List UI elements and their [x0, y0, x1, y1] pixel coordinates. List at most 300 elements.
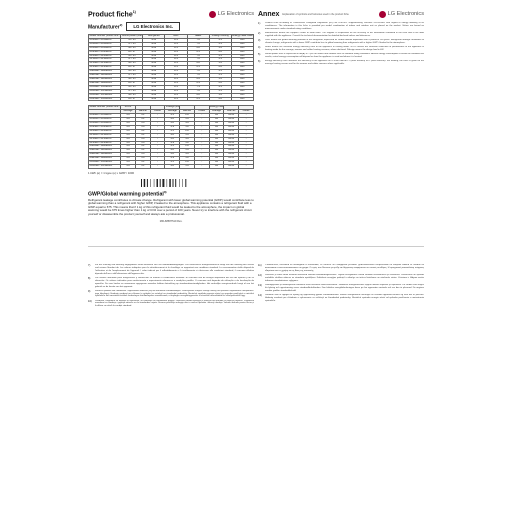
table-cell: A++ [231, 54, 253, 58]
table-cell: 675 [165, 85, 187, 89]
table-header-cell: GWP [165, 35, 187, 39]
table-cell: A++ [231, 38, 253, 42]
annex-page [258, 8, 424, 240]
table-cell: 5.0 [135, 157, 150, 161]
footnote-text: Für die Kühlung und Heizung angegebene Werte beziehen sich auf Standardbedingungen. Der tatsächliche Energieverbrauch hängt von der Nutzung des Geräts und seinem Standort ab. Les valeurs indiquées pour le refroidissement et le chauffage se rapportent aux conditions standard. La consommation réelle dépend de l'utilisation et de l'emplacement de l'appareil. I valori indicati per il raffreddamento e il riscaldamento si riferiscono alle condizioni standard; il consumo effettivo dipende dall'uso e dall'ubicazione dell'apparecchio. [95, 264, 254, 275]
table-cell: - [239, 129, 254, 133]
footnote-number: 6) [258, 59, 261, 63]
table-cell: 4.0 [121, 118, 136, 122]
footnote-item [258, 274, 424, 283]
table-cell: 2.5 [209, 85, 231, 89]
table-subheader-cell: Warmer [224, 110, 239, 114]
barcode-bar [175, 179, 176, 187]
lg-logo-icon [379, 11, 386, 18]
table-cell: 57 / 65 [121, 89, 143, 93]
table-cell: 4.0 [121, 129, 136, 133]
table-cell: AC09BK / AC09BKU [89, 114, 121, 118]
table-cell: - [194, 149, 209, 153]
table-cell: 4.9 [165, 141, 180, 145]
table-cell: 3.5 [209, 58, 231, 62]
table-cell: - [239, 114, 254, 118]
table-cell: A+++ [224, 161, 239, 165]
table-cell: 55 / 65 [121, 85, 143, 89]
lg-logo-icon [209, 11, 216, 18]
table-cell: A++ [231, 70, 253, 74]
table-cell: 59 / 65 [121, 62, 143, 66]
table-cell: A+ [209, 137, 224, 141]
barcode [88, 177, 254, 187]
table-cell: - [194, 133, 209, 137]
table-cell: 6.6 [187, 77, 209, 81]
table-cell: 2.8 [165, 118, 180, 122]
table-cell: 4.0 [121, 149, 136, 153]
footnote-number: 10) [88, 299, 92, 303]
table-cell: 2.8 [165, 133, 180, 137]
table-cell: R32 [143, 77, 165, 81]
table-cell: - [194, 114, 209, 118]
table-header-cell: Sound power (indo [121, 34, 142, 37]
barcode-bar [173, 179, 174, 187]
table-cell: - [150, 118, 165, 122]
page-divider [88, 246, 424, 247]
table-cell: 675 [165, 54, 187, 58]
table-cell: - [239, 161, 254, 165]
table-cell: DC12RK / DC12RKU [89, 165, 121, 169]
table-cell: 3.0 [180, 165, 195, 169]
table-cell: 5.0 [209, 62, 231, 66]
footnote-item [258, 22, 424, 31]
manufacturer-name: LG Electronics Inc. [126, 22, 180, 31]
table-cell: A+++ [224, 125, 239, 129]
table-cell: AM18BK / AM18BKU [89, 77, 121, 81]
table-cell: A+ [209, 149, 224, 153]
footnote-item [88, 300, 254, 309]
footnote-text: Стойностите, посочени за охлаждане и отопление, се отнасят за стандартни условия. Действителното потребление на енергия зависи от начина на използване и местоположението на уреда. Οι τιμές που δίνονται για ψύξη και θέρμανση αναφέρονται σε τυπικές συνθήκες. Η πραγματική κατανάλωση ενέργειας εξαρτάται από τη χρήση και τη θέση της συσκευής. [265, 264, 424, 272]
table-cell: A+++ [224, 141, 239, 145]
table-cell: 675 [165, 93, 187, 97]
table-cell: AC24BK / AC24BKU [89, 125, 121, 129]
table-cell: 59 / 65 [121, 93, 143, 97]
table-cell: 4.9 [165, 125, 180, 129]
table-header-cell: SEER [187, 35, 209, 39]
table-cell: 675 [165, 66, 187, 70]
table-cell: A+ [209, 122, 224, 126]
table-cell: 675 [165, 77, 187, 81]
footnote-text: SEER means the seasonal energy efficiency ratio of the appliance in cooling mode. SCOP means the seasonal coefficient of performance of the appliance in heating mode for the average, warmer and colder heating seasons, where declared. Pdesign means the design load in kW. [265, 45, 424, 51]
table-row [89, 165, 254, 169]
footnote-text: Product fiche according to Commission Delegated Regulation (EU) No 626/2011 supplementing Directive 2010/30/EU with regard to energy labelling of air conditioners. The information in this fiche is provided per model combination of indoor and outdoor unit as placed on the market. Values are based on measurements under standard rating conditions. [265, 22, 424, 30]
table-cell: 675 [165, 38, 187, 42]
table-cell: - [150, 145, 165, 149]
footnote-text: Jäähdytykselle ja lämmitykselle ilmoitetut arvot koskevat vakio-olosuhteita. Todellinen energiankulutus riippuu laitteen käytöstä ja sijainnista. De värden som anges för kylning och uppvärmning avser standardförhållanden. Den faktiska energiförbrukningen beror på hur apparaten används och var den är placerad. De angivne værdier gælder standardforhold. [265, 283, 424, 292]
translation-page-left [88, 262, 254, 500]
footnote-number: 9) [88, 289, 91, 293]
annex-note: Explanation of symbols and footnotes used in the product fiche [282, 12, 349, 16]
table-cell: A+++ [224, 122, 239, 126]
barcode-bar [179, 179, 180, 187]
table-cell: - [239, 137, 254, 141]
table-cell: A++ [231, 46, 253, 50]
table-subheader-cell: Colder [239, 110, 254, 114]
table-cell: AM24BK / AM24BKU [89, 81, 121, 85]
table-cell: DC09RK / DC09RKU [89, 161, 121, 165]
footnote-text: Verdiene som er oppgitt for kjøling og oppvarming gjelder standardforhold. Faktisk energiforbruk avhenger av hvordan apparatet brukes og hvor det er plassert. Hodnoty uvedené pre chladenie a vykurovanie sa vzťahujú na štandardné podmienky. Skutočná spotreba energie závisí od spôsobu používania a umiestnenia spotrebiča. [265, 293, 424, 302]
gwp-heading: GWP/Global warming potential$^{3)}$ [88, 189, 167, 198]
table-cell: - [150, 149, 165, 153]
table-cell: 6.4 [187, 81, 209, 85]
table-cell: 5.2 [180, 157, 195, 161]
table-cell: AC18BK / AC18BKU [89, 46, 121, 50]
brand-logo [379, 11, 424, 18]
table-cell: - [150, 161, 165, 165]
footnote-number: 1) [258, 22, 261, 25]
table-cell: - [194, 125, 209, 129]
footnote-text: Wartości podane dla chłodzenia i ogrzewania odnoszą się do warunków standardowych. Rzeczywiste zużycie energii zależy od sposobu użytkowania urządzenia i jego lokalizacji. Hodnoty uvedené pro chlazení a vytápění se vztahují na standardní podmínky. Skutečná spotřeba energie závisí na způsobu používání a umístění spotřebiče. Az ismertetett értékek szabványos körülményekre vonatkoznak; a tényleges energiafogyasztás a készülék használatától és elhelyezésétől függ. [95, 289, 254, 298]
table-cell: - [239, 165, 254, 169]
table-subheader-cell: Average [121, 110, 136, 114]
conversion-note: 1 kWh (e) = 1 kgoe (e) x GWP / 1000 [88, 170, 135, 175]
table-cell: 3.5 [209, 89, 231, 93]
table-cell: A+++ [224, 157, 239, 161]
table-subheader-cell: Colder [194, 110, 209, 114]
table-cell: A+ [209, 133, 224, 137]
table-cell: A++ [231, 81, 253, 85]
table-cell: AC12BK / AC12BKU [89, 42, 121, 46]
table-cell: AC18BK / AC18BKU [89, 122, 121, 126]
table-cell: - [239, 145, 254, 149]
table-cell: R32 [143, 58, 165, 62]
footnote-number: 3) [258, 38, 261, 42]
table-cell: A+++ [224, 114, 239, 118]
table-cell: A++ [231, 74, 253, 78]
table-cell: 6.8 [187, 93, 209, 97]
barcode-bar [144, 179, 146, 187]
table-cell: 4.9 [165, 157, 180, 161]
table-cell: 2.5 [165, 114, 180, 118]
table-cell: A++ [231, 85, 253, 89]
table-cell: 2.5 [165, 161, 180, 165]
table-cell: R32 [143, 81, 165, 85]
table-cell: - [194, 161, 209, 165]
table-cell: A++ [231, 93, 253, 97]
table-cell: 3.8 [165, 122, 180, 126]
barcode-bar [167, 179, 168, 187]
footnote-text: Vrednosti, navedene za hlajenje in ogrevanje, se nanašajo na standardne pogoje. Dejanska poraba energije je odvisna od uporabe in lokacije naprave. Vrijednosti navedene za hlađenje i grijanje odnose se na standardne uvjete. Stvarna potrošnja energije ovisi o načinu uporabe i lokaciji uređaja. Valorile indicate pentru răcire și încălzire se referă la condiții standard. [95, 299, 254, 308]
table-cell: 675 [165, 42, 187, 46]
document-number: MFL68587519 Rev. [159, 219, 183, 223]
table-subheader-cell: Colder [150, 110, 165, 114]
table-cell: 6.8 [187, 46, 209, 50]
table-cell: 5.0 [135, 125, 150, 129]
annex-title: Annex [258, 10, 280, 18]
annex-header [258, 8, 424, 20]
table-cell: A+++ [224, 149, 239, 153]
table-cell: A+++ [224, 133, 239, 137]
barcode-bar [150, 179, 151, 187]
table-cell: 2.8 [165, 165, 180, 169]
barcode-bar [182, 179, 183, 187]
table-cell: 5.0 [135, 137, 150, 141]
table-cell: A+ [209, 129, 224, 133]
table-cell: 5.2 [180, 125, 195, 129]
logo-text: LG Electronics [217, 11, 254, 17]
table-cell: 675 [165, 62, 187, 66]
table-cell: 4.0 [121, 161, 136, 165]
table-cell: 675 [165, 97, 187, 101]
footnote-list-right [258, 264, 424, 302]
table-cell: A+ [209, 145, 224, 149]
barcode-bar [169, 179, 171, 187]
table-cell: - [194, 145, 209, 149]
table-cell: 4.0 [121, 141, 136, 145]
table-cell: 4.0 [121, 125, 136, 129]
table-cell: 675 [165, 89, 187, 93]
barcode-bar [160, 179, 161, 187]
table-cell: AC24BK / AC24BKU [89, 50, 121, 54]
footnote-text: Jahutuse ja kütte kohta esitatud väärtused viitavad standardtingimustele. Tegelik energiatarve sõltub seadme kasutamisest ja asukohast. Dzesēšanai un apsildei norādītās vērtības attiecas uz standarta apstākļiem. Faktiskais enerģijas patēriņš ir atkarīgs no ierīces lietošanas un atrašanās vietas. Vėsinimo ir šildymo vertės taikomos standartinėms sąlygoms. [265, 273, 424, 282]
barcode-bar [162, 179, 164, 187]
table-cell: A+ [209, 153, 224, 157]
table-cell: AP12RK / AP12RKU [89, 58, 121, 62]
footnote-item [88, 290, 254, 299]
table-cell: 4.0 [121, 145, 136, 149]
table-cell: 2.5 [209, 38, 231, 42]
table-cell: - [194, 118, 209, 122]
table-cell: 55 / 65 [121, 38, 143, 42]
footnote-item [258, 46, 424, 52]
table-cell: 2.8 [180, 114, 195, 118]
table-cell: 7.0 [187, 89, 209, 93]
table-cell: 7.0 [187, 70, 209, 74]
table-cell: AC12BK / AC12BKU [89, 118, 121, 122]
table-cell: 57 / 65 [121, 58, 143, 62]
table-cell: 4.0 [121, 153, 136, 157]
table-cell: AP09RK / AP09RKU [89, 129, 121, 133]
table-cell: - [150, 125, 165, 129]
table-cell: A+ [209, 114, 224, 118]
table-cell: 7.2 [187, 54, 209, 58]
table-cell: A+ [209, 125, 224, 129]
table-cell: 61 / 67 [121, 50, 143, 54]
barcode-bar [147, 179, 148, 187]
table-cell: 6.8 [209, 81, 231, 85]
table-cell: 61 / 67 [121, 97, 143, 101]
table-cell: 4.0 [180, 137, 195, 141]
table-cell: 59 / 65 [121, 46, 143, 50]
table-cell: 5.0 [209, 46, 231, 50]
table-cell: 5.0 [135, 122, 150, 126]
table-cell: 5.0 [135, 153, 150, 157]
table-cell: A+++ [224, 129, 239, 133]
table-cell: AP24RK / AP24RKU [89, 141, 121, 145]
table-cell: 6.8 [209, 97, 231, 101]
table-cell: 675 [165, 81, 187, 85]
table-cell: 5.0 [135, 141, 150, 145]
table-cell: A+++ [224, 137, 239, 141]
table-subheader-cell: Warmer [135, 110, 150, 114]
table-cell: - [150, 165, 165, 169]
table-cell: 6.5 [187, 97, 209, 101]
table-cell: 5.1 [135, 165, 150, 169]
table-cell: - [150, 141, 165, 145]
table-subheader-cell: Average [209, 110, 224, 114]
table-cell: 5.1 [135, 145, 150, 149]
table-cell: R32 [143, 74, 165, 78]
table-cell: - [239, 157, 254, 161]
table-cell: 675 [165, 74, 187, 78]
table-cell: 61 / 67 [121, 66, 143, 70]
footnote-item [88, 277, 254, 289]
table-cell: - [239, 118, 254, 122]
table-cell: 2.5 [165, 129, 180, 133]
table-cell: 4.0 [121, 133, 136, 137]
table-cell: A++ [231, 97, 253, 101]
table-cell: 6.8 [209, 66, 231, 70]
table-cell: A+ [209, 157, 224, 161]
table-cell: - [194, 122, 209, 126]
table-cell: R32 [143, 42, 165, 46]
manufacturer-row [88, 22, 254, 31]
table-cell: A+++ [224, 165, 239, 169]
barcode-bar [141, 179, 142, 187]
table-header-cell: Refrigerant [143, 35, 165, 39]
footnote-item [258, 284, 424, 293]
footnote-number: 5) [258, 52, 261, 56]
table-cell: DC18RK / DC18RKU [89, 93, 121, 97]
table-cell: AM12BK / AM12BKU [89, 149, 121, 153]
footnote-item [258, 264, 424, 273]
table-cell: R32 [143, 46, 165, 50]
footnote-number: 2) [258, 31, 261, 35]
table-cell: 2.8 [180, 145, 195, 149]
table-cell: - [150, 153, 165, 157]
barcode-bar [185, 179, 186, 187]
table-cell: 4.0 [180, 122, 195, 126]
table-cell: 6.8 [209, 50, 231, 54]
logo-text: LG Electronics [387, 11, 424, 17]
table-cell: 5.2 [180, 141, 195, 145]
table-cell: 3.0 [180, 118, 195, 122]
footnote-text: Manufacturer means the supplier's name or trade mark. The supplier is responsible for the accuracy of the information contained in the fiche and in the label supplied with the appliance. Consult the technical documentation for detailed declared values and tolerances. [265, 31, 424, 37]
table-cell: 3.8 [165, 153, 180, 157]
table-cell: R32 [143, 66, 165, 70]
table-cell: 2.8 [180, 161, 195, 165]
gwp-text: Refrigerant leakage contributes to climate change. Refrigerant with lower global warming potential (GWP) would contribute less to global warming than a refrigerant with higher GWP, if leaked to the atmosphere. This appliance contains a refrigerant fluid with a GWP equal to 675. This means that if 1 kg of this refrigerant fluid would be leaked to the atmosphere, the impact on global warming would be 675 times higher than 1 kg of CO2 over a period of 100 years. Never try to interfere with the refrigerant circuit yourself or disassemble the product yourself and always ask a professional. [88, 197, 254, 217]
table-cell: A+ [209, 161, 224, 165]
table-cell: R32 [143, 54, 165, 58]
table-cell: 4.0 [121, 114, 136, 118]
table-cell: 4.0 [121, 165, 136, 169]
table-cell: A+ [209, 118, 224, 122]
table-cell: 7.1 [187, 85, 209, 89]
table-cell: 675 [165, 50, 187, 54]
table-cell: 3.5 [209, 74, 231, 78]
table-cell: A++ [231, 42, 253, 46]
table-cell: - [239, 125, 254, 129]
table-cell: R32 [143, 93, 165, 97]
table-cell: DC24RK / DC24RKU [89, 97, 121, 101]
table-cell: DC09RK / DC09RKU [89, 85, 121, 89]
table-cell: AP09RK / AP09RKU [89, 54, 121, 58]
table-cell: 5.1 [135, 149, 150, 153]
annex-footnote-list [258, 22, 424, 66]
table-cell: 5.1 [135, 118, 150, 122]
table-header-cell: Energy class [210, 105, 224, 109]
table-cell: 5.1 [135, 161, 150, 165]
footnote-text: Sound power level is expressed in dB(A) re 1 pW for indoor and outdoor units at standard rating conditions. Annual energy consumption is based on standard test results; actual energy consumption will depend on how the appliance is used and where it is located. [265, 52, 424, 58]
table-cell: 3.0 [180, 149, 195, 153]
footnote-item [258, 60, 424, 66]
table-cell: - [150, 114, 165, 118]
table-cell: 7.0 [187, 58, 209, 62]
table-cell: R32 [143, 89, 165, 93]
table-header-cell: SCOP [121, 106, 136, 110]
table-cell: 7.0 [187, 74, 209, 78]
manufacturer-label: Manufacturer$^{2)}$ [88, 22, 123, 31]
table-cell: AP12RK / AP12RKU [89, 133, 121, 137]
table-cell: 57 / 65 [121, 42, 143, 46]
table-cell: 3.0 [180, 133, 195, 137]
table-header-cell: Pdesign (kW) [166, 105, 180, 109]
footnote-number: 7) [88, 264, 91, 267]
footnote-number: 4) [258, 45, 261, 49]
table-cell: 6.5 [187, 66, 209, 70]
table-cell: 2.8 [165, 149, 180, 153]
table-cell: 4.0 [121, 157, 136, 161]
table-cell: 61 / 67 [121, 81, 143, 85]
table-cell: 5.0 [209, 93, 231, 97]
table-cell: R32 [143, 50, 165, 54]
table-cell: - [194, 129, 209, 133]
table-cell: AP18RK / AP18RKU [89, 137, 121, 141]
table-cell: AM18BK / AM18BKU [89, 153, 121, 157]
table-row [89, 97, 254, 101]
barcode-icon [141, 179, 201, 187]
footnote-number: 11) [258, 264, 262, 267]
table-cell: A++ [231, 50, 253, 54]
table-cell: A+++ [224, 153, 239, 157]
table-cell: 55 / 65 [121, 70, 143, 74]
footnote-item [258, 39, 424, 45]
footnote-list-left [88, 264, 254, 308]
table-cell: 4.0 [121, 137, 136, 141]
footnote-number: 8) [88, 276, 91, 280]
table-cell: AM12BK / AM12BKU [89, 74, 121, 78]
table-cell: - [194, 153, 209, 157]
barcode-bar [157, 179, 159, 187]
table-cell: R32 [143, 62, 165, 66]
table-cell: A++ [231, 66, 253, 70]
table-cell: A+++ [224, 145, 239, 149]
footnote-number: 14) [258, 293, 262, 297]
table-cell: - [194, 165, 209, 169]
table-cell: AM09BK / AM09BKU [89, 145, 121, 149]
table-header-cell: Model Number (Indoor unit / [89, 34, 120, 37]
table-header-cell: Model Number (Indoor unit / [89, 105, 120, 109]
table-cell: A++ [231, 89, 253, 93]
page-title: Product fiche$^{1)}$ [88, 9, 136, 19]
table-cell: 5.1 [135, 114, 150, 118]
table-cell: 3.8 [165, 137, 180, 141]
table-header-cell: Pdesign cooling [209, 35, 231, 39]
table-subheader-cell: Warmer [180, 110, 195, 114]
table-cell: AM24BK / AM24BKU [89, 157, 121, 161]
table-cell: 2.5 [209, 70, 231, 74]
table-cell: 59 / 65 [121, 77, 143, 81]
table-cell: - [150, 133, 165, 137]
table-cell: A++ [231, 58, 253, 62]
table-cell: - [239, 153, 254, 157]
